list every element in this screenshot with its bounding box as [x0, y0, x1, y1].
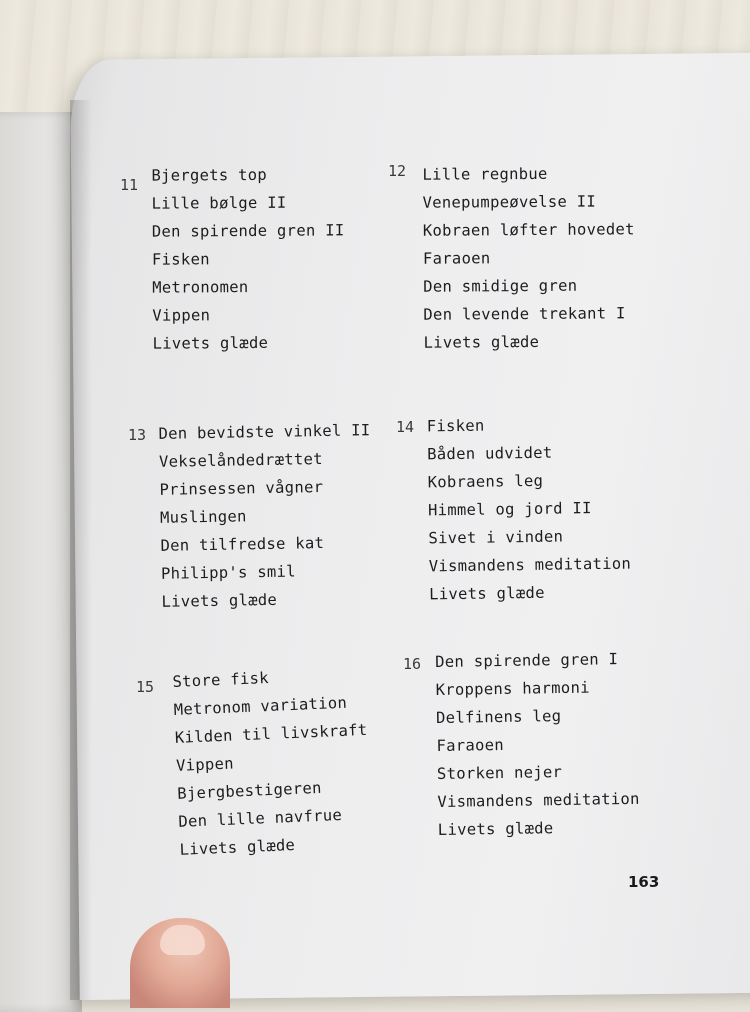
exercise-item: Metronomen [152, 277, 249, 297]
exercise-item: Kroppens harmoni [435, 678, 590, 699]
exercise-list [422, 159, 635, 356]
exercise-item: Vekselåndedrættet [158, 450, 323, 471]
exercise-item: Den spirende gren I [435, 650, 619, 671]
exercise-item: Venepumpeøvelse II [422, 192, 597, 212]
page-gutter-shadow [70, 100, 92, 1000]
exercise-list [435, 645, 640, 844]
sequence-number: 11 [120, 176, 139, 194]
exercise-list [151, 160, 345, 357]
exercise-item: Lille bølge II [151, 193, 287, 213]
sequence-number: 14 [396, 418, 415, 436]
exercise-item: Metronom variation [173, 693, 348, 719]
exercise-item: Livets glæde [152, 333, 269, 353]
exercise-item: Båden udvidet [427, 443, 553, 464]
exercise-item: Vippen [175, 754, 235, 775]
exercise-item: Den lille navfrue [178, 806, 343, 831]
exercise-item: Livets glæde [429, 583, 545, 604]
sequence-number: 16 [403, 655, 422, 673]
exercise-item: Storken nejer [436, 763, 563, 783]
exercise-item: Livets glæde [423, 332, 540, 352]
exercise-list [427, 410, 632, 609]
exercise-item: Vismandens meditation [437, 789, 640, 811]
exercise-item: Himmel og jord II [427, 499, 592, 520]
exercise-item: Store fisk [172, 668, 270, 691]
exercise-item: Fisken [151, 250, 210, 269]
exercise-item: Den bevidste vinkel II [158, 421, 371, 443]
exercise-item: Vismandens meditation [428, 554, 632, 576]
sequence-number: 12 [388, 162, 407, 180]
exercise-item: Den tilfredse kat [160, 533, 325, 555]
page-number: 163 [628, 873, 660, 891]
exercise-item: Faraoen [436, 735, 505, 755]
exercise-item: Kobraen løfter hovedet [422, 220, 635, 240]
exercise-item: Fisken [426, 416, 485, 436]
exercise-item: Faraoen [422, 249, 491, 268]
exercise-item: Livets glæde [179, 836, 296, 859]
sequence-number: 13 [128, 426, 147, 444]
exercise-item: Bjergbestigeren [176, 778, 323, 803]
exercise-item: Kilden til livskraft [174, 720, 368, 747]
exercise-item: Philipp's smil [160, 562, 296, 583]
exercise-item: Den levende trekant I [423, 304, 626, 324]
exercise-item: Vippen [152, 306, 211, 325]
exercise-list [172, 660, 373, 864]
exercise-item: Delfinens leg [435, 707, 562, 727]
exercise-item: Den spirende gren II [151, 221, 345, 241]
exercise-list [158, 416, 373, 616]
exercise-item: Sivet i vinden [428, 527, 564, 548]
exercise-item: Livets glæde [437, 819, 554, 839]
exercise-item: Bjergets top [151, 165, 268, 185]
exercise-item: Den smidige gren [423, 276, 578, 296]
thumbnail-highlight [160, 925, 205, 955]
sequence-number: 15 [136, 678, 155, 696]
exercise-item: Livets glæde [161, 590, 278, 611]
exercise-item: Prinsessen vågner [159, 477, 324, 499]
exercise-item: Muslingen [159, 507, 247, 527]
exercise-item: Lille regnbue [422, 164, 548, 184]
exercise-item: Kobraens leg [427, 471, 544, 492]
